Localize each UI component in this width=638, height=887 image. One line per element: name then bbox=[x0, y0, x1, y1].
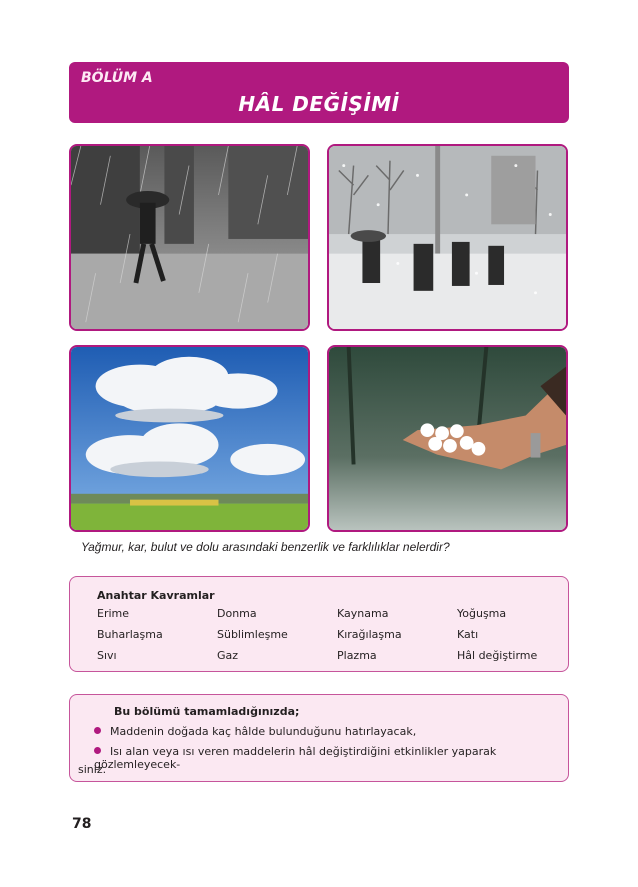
objective-text: Isı alan veya ısı veren maddelerin hâl değiştirdiğini etkinlikler yaparak gözlemleyecek- bbox=[94, 745, 497, 771]
concept-item: Süblimleşme bbox=[217, 628, 288, 641]
concept-item: Plazma bbox=[337, 649, 377, 662]
objectives-box bbox=[69, 694, 569, 782]
concept-item: Katı bbox=[457, 628, 479, 641]
objective-text: Maddenin doğada kaç hâlde bulunduğunu hatırlayacak, bbox=[110, 725, 417, 738]
concept-item: Buharlaşma bbox=[97, 628, 163, 641]
snow-photo bbox=[327, 144, 568, 331]
hail-photo bbox=[327, 345, 568, 532]
key-concepts-list bbox=[97, 607, 557, 662]
page-number: 78 bbox=[72, 816, 92, 832]
objectives-heading: Bu bölümü tamamladığınızda; bbox=[114, 705, 300, 718]
bullet-icon bbox=[94, 747, 101, 754]
concept-item: Kırağılaşma bbox=[337, 628, 402, 641]
concept-item: Sıvı bbox=[97, 649, 117, 662]
section-label: BÖLÜM A bbox=[81, 70, 153, 86]
key-concepts-box bbox=[69, 576, 569, 672]
bullet-icon bbox=[94, 727, 101, 734]
concept-item: Yoğuşma bbox=[457, 607, 507, 620]
concept-item: Kaynama bbox=[337, 607, 389, 620]
objective-item bbox=[94, 725, 416, 738]
chapter-banner bbox=[69, 62, 569, 123]
clouds-photo bbox=[69, 345, 310, 532]
objective-text-continued: siniz. bbox=[78, 763, 107, 776]
key-concepts-heading: Anahtar Kavramlar bbox=[97, 589, 215, 602]
concept-item: Erime bbox=[97, 607, 130, 620]
concept-item: Hâl değiştirme bbox=[457, 649, 538, 662]
concept-item: Donma bbox=[217, 607, 257, 620]
concept-item: Gaz bbox=[217, 649, 239, 662]
page-title: HÂL DEĞİŞİMİ bbox=[238, 92, 400, 116]
photo-caption: Yağmur, kar, bulut ve dolu arasındaki benzerlik ve farklılıklar nelerdir? bbox=[81, 540, 450, 554]
objective-item bbox=[94, 745, 562, 771]
rain-photo bbox=[69, 144, 310, 331]
